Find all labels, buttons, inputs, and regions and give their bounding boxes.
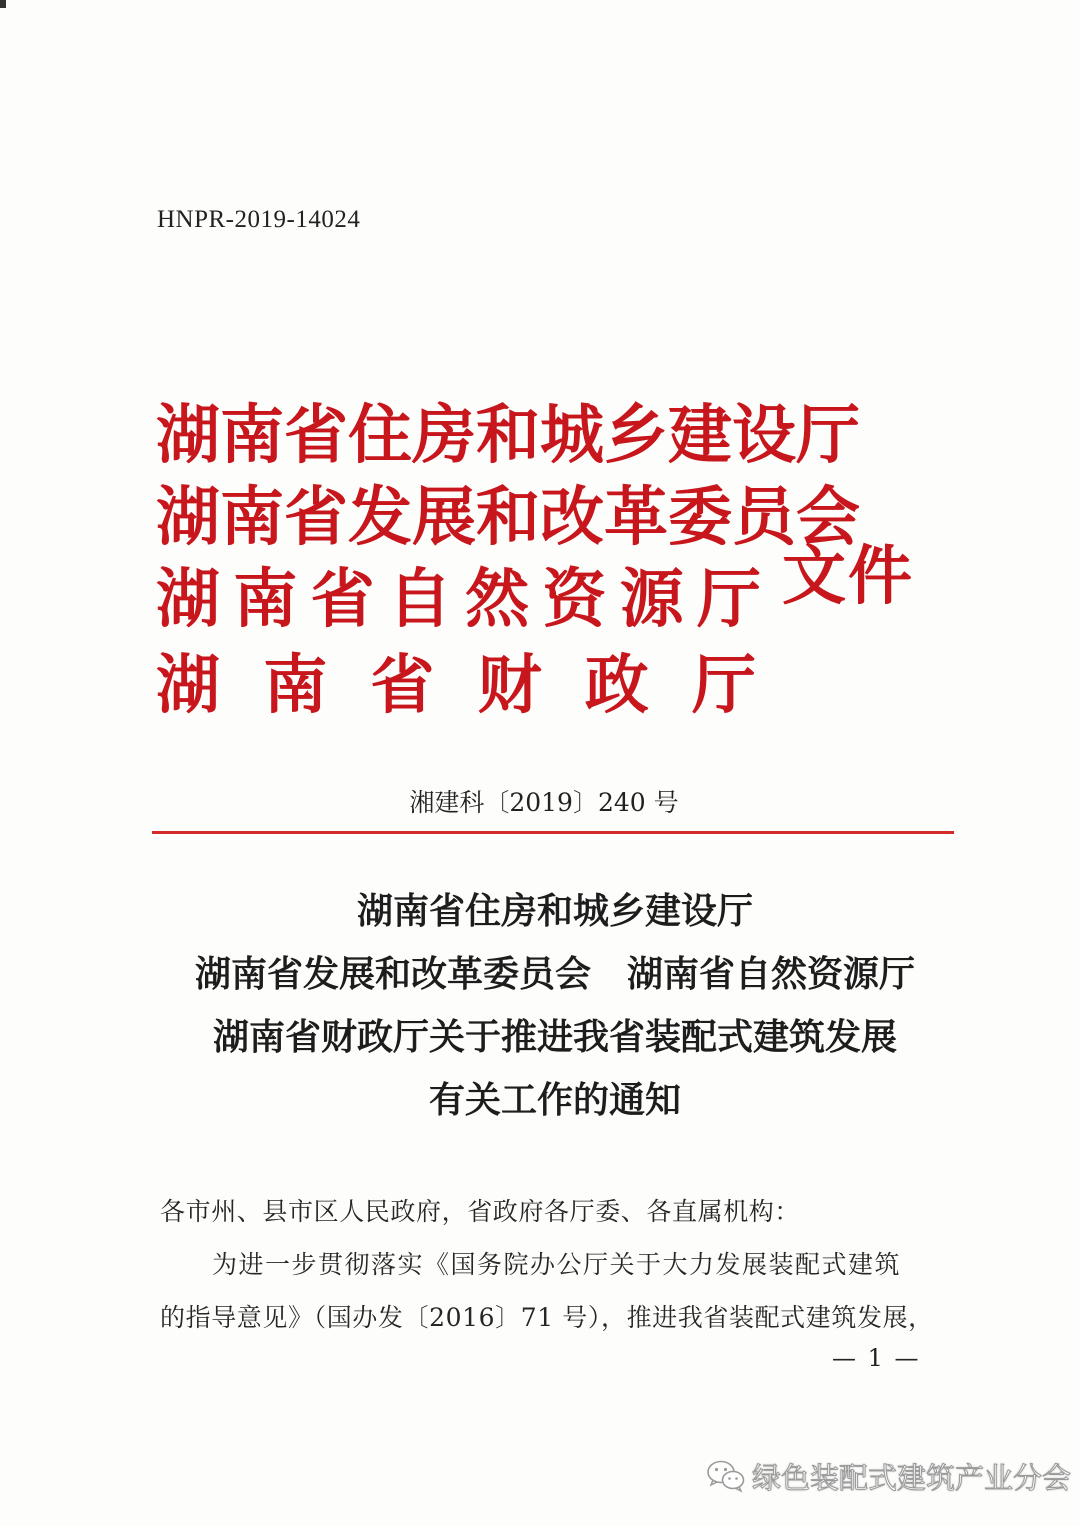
account-watermark xyxy=(706,1456,1071,1496)
paragraph-line: 的指导意见》（国办发〔2016〕71 号），推进我省装配式建筑发展， xyxy=(160,1303,934,1332)
document-code: HNPR-2019-14024 xyxy=(157,206,361,233)
issuer-line-housing: 湖南省住房和城乡建设厅 xyxy=(156,399,860,473)
addressee-line: 各市州、县市区人民政府，省政府各厅委、各直属机构： xyxy=(160,1197,801,1226)
watermark-text: 绿色装配式建筑产业分会 xyxy=(752,1460,1072,1495)
paragraph-line: 为进一步贯彻落实《国务院办公厅关于大力发展装配式建筑 xyxy=(212,1250,902,1279)
scan-corner-mark xyxy=(0,0,6,8)
document-suffix: 文件 xyxy=(782,540,914,614)
document-title xyxy=(150,880,960,1132)
issuer-line-finance: 湖南省财政厅 xyxy=(156,649,756,723)
issuer-line-development: 湖南省发展和改革委员会 xyxy=(156,481,860,555)
issuer-line-natural-resources: 湖南省自然资源厅 xyxy=(156,563,761,637)
page-number: — 1 — xyxy=(832,1344,921,1372)
title-line-2b: 湖南省自然资源厅 xyxy=(627,954,916,995)
title-line-4: 有关工作的通知 xyxy=(428,1080,681,1121)
title-line-2 xyxy=(150,943,960,1006)
wechat-icon xyxy=(706,1459,746,1493)
title-line-3: 湖南省财政厅关于推进我省装配式建筑发展 xyxy=(212,1017,897,1058)
document-number: 湘建科〔2019〕240 号 xyxy=(409,788,679,817)
document-body xyxy=(160,1185,960,1344)
title-line-1: 湖南省住房和城乡建设厅 xyxy=(356,891,753,932)
title-line-2a: 湖南省发展和改革委员会 xyxy=(194,954,591,995)
red-divider xyxy=(152,831,954,834)
